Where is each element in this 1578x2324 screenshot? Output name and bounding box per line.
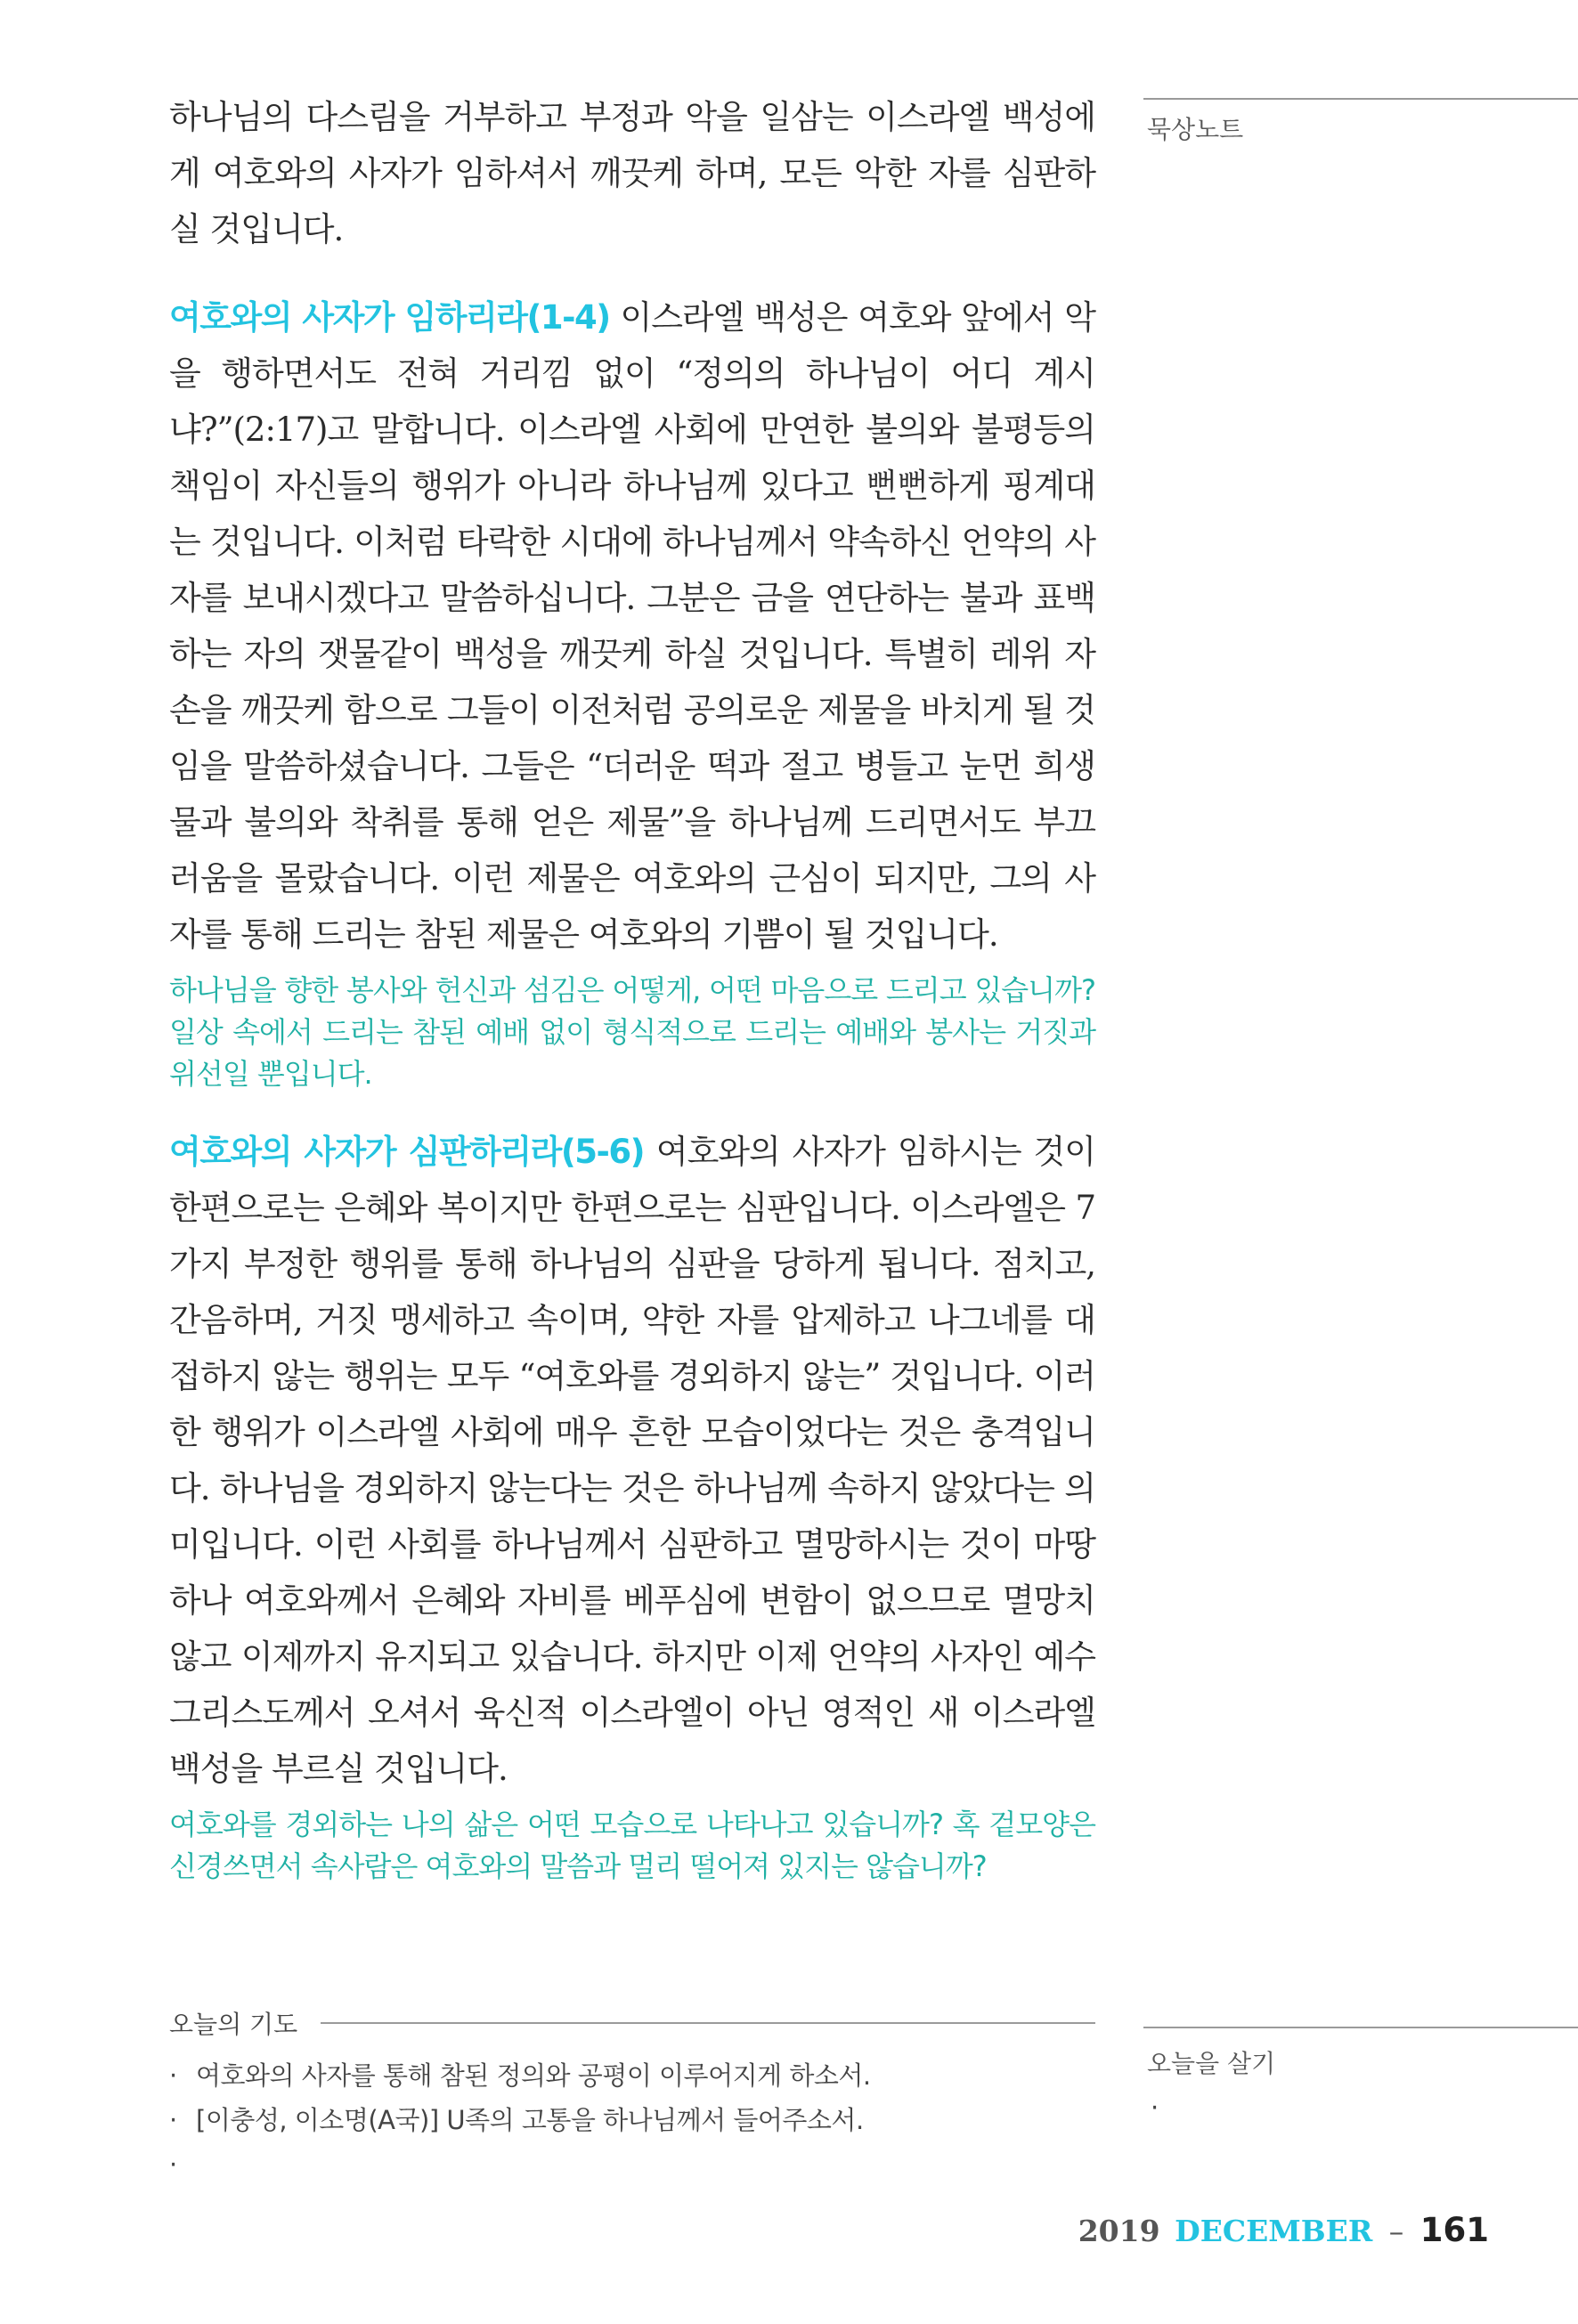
section-1-heading: 여호와의 사자가 임하리라(1-4) <box>169 298 610 337</box>
section-2-heading: 여호와의 사자가 심판하리라(5-6) <box>169 1133 644 1171</box>
intro-paragraph: 하나님의 다스림을 거부하고 부정과 악을 일삼는 이스라엘 백성에게 여호와의 사자가 임하셔서 깨끗케 하며, 모든 악한 자를 심판하실 것입니다. <box>169 98 1095 248</box>
prayer-item <box>169 2098 1095 2142</box>
today-live-bullet: · <box>1151 2092 1159 2123</box>
section-1-paragraph <box>169 289 1095 963</box>
footer-year: 2019 <box>1078 2214 1160 2248</box>
section-2-body: 여호와의 사자가 임하시는 것이 한편으로는 은혜와 복이지만 한편으로는 심판입니다. 이스라엘은 7가지 부정한 행위를 통해 하나님의 심판을 당하게 됩니다. 점치고, 간음하며, 거짓 맹세하고 속이며, 약한 자를 압제하고 나그네를 대접하지 않는 행위는 모두 “여호와를 경외하지 않는” 것입니다. 이러한 행위가 이스라엘 사회에 매우 흔한 모습이었다는 것은 충격입니다. 하나님을 경외하지 않는다는 것은 하나님께 속하지 않았다는 의미입니다. 이런 사회를 하나님께서 심판하고 멸망하시는 것이 마땅하나 여호와께서 은혜와 자비를 베푸심에 변함이 없으므로 멸망치 않고 이제까지 유지되고 있습니다. 하지만 이제 언약의 사자인 예수 그리스도께서 오셔서 육신적 이스라엘이 아닌 영적인 새 이스라엘 백성을 부르실 것입니다. <box>169 1133 1095 1788</box>
prayer-item-text: [이충성, 이소명(A국)] U족의 고통을 하나님께서 들어주소서. <box>196 2105 864 2135</box>
section-2-question: 여호와를 경외하는 나의 삶은 어떤 모습으로 나타나고 있습니까? 혹 겉모양은 신경쓰면서 속사람은 여호와의 말씀과 멀리 떨어져 있지는 않습니까? <box>169 1808 1095 1883</box>
footer-month: DECEMBER <box>1175 2214 1373 2248</box>
meditation-note-label: 묵상노트 <box>1147 115 1244 144</box>
section-1-question: 하나님을 향한 봉사와 헌신과 섬김은 어떻게, 어떤 마음으로 드리고 있습니까? 일상 속에서 드리는 참된 예배 없이 형식적으로 드리는 예배와 봉사는 거짓과 위선일 뿐입니다. <box>169 973 1095 1091</box>
prayer-list <box>169 2053 1095 2187</box>
prayer-item-text: 여호와의 사자를 통해 참된 정의와 공평이 이루어지게 하소서. <box>196 2060 871 2091</box>
today-live-title: 오늘을 살기 <box>1147 2049 1276 2078</box>
prayer-header <box>169 2005 1095 2041</box>
section-2-paragraph <box>169 1124 1095 1797</box>
meditation-note <box>1143 98 1578 146</box>
prayer-item <box>169 2053 1095 2098</box>
bullet: · <box>169 2060 177 2091</box>
main-content <box>169 89 1095 1916</box>
today-live-section <box>1143 2027 1578 2123</box>
bullet: · <box>169 2105 177 2135</box>
prayer-item <box>169 2142 1095 2187</box>
prayer-title: 오늘의 기도 <box>169 2010 298 2039</box>
page-footer <box>1078 2211 1489 2249</box>
footer-dash: – <box>1388 2214 1404 2248</box>
bullet: · <box>169 2149 177 2180</box>
section-1 <box>169 289 1095 1095</box>
prayer-section <box>169 2005 1095 2187</box>
section-1-body: 이스라엘 백성은 여호와 앞에서 악을 행하면서도 전혀 거리낌 없이 “정의의 하나님이 어디 계시냐?”(2:17)고 말합니다. 이스라엘 사회에 만연한 불의와 불평등의 책임이 자신들의 행위가 아니라 하나님께 있다고 뻔뻔하게 핑계대는 것입니다. 이처럼 타락한 시대에 하나님께서 약속하신 언약의 사자를 보내시겠다고 말씀하십니다. 그분은 금을 연단하는 불과 표백하는 자의 잿물같이 백성을 깨끗케 하실 것입니다. 특별히 레위 자손을 깨끗케 함으로 그들이 이전처럼 공의로운 제물을 바치게 될 것임을 말씀하셨습니다. 그들은 “더러운 떡과 절고 병들고 눈먼 희생물과 불의와 착취를 통해 얻은 제물”을 하나님께 드리면서도 부끄러움을 몰랐습니다. 이런 제물은 여호와의 근심이 되지만, 그의 사자를 통해 드리는 참된 제물은 여호와의 기쁨이 될 것입니다. <box>169 298 1095 954</box>
section-2 <box>169 1124 1095 1888</box>
prayer-divider <box>321 2022 1095 2024</box>
page-number: 161 <box>1419 2211 1489 2249</box>
